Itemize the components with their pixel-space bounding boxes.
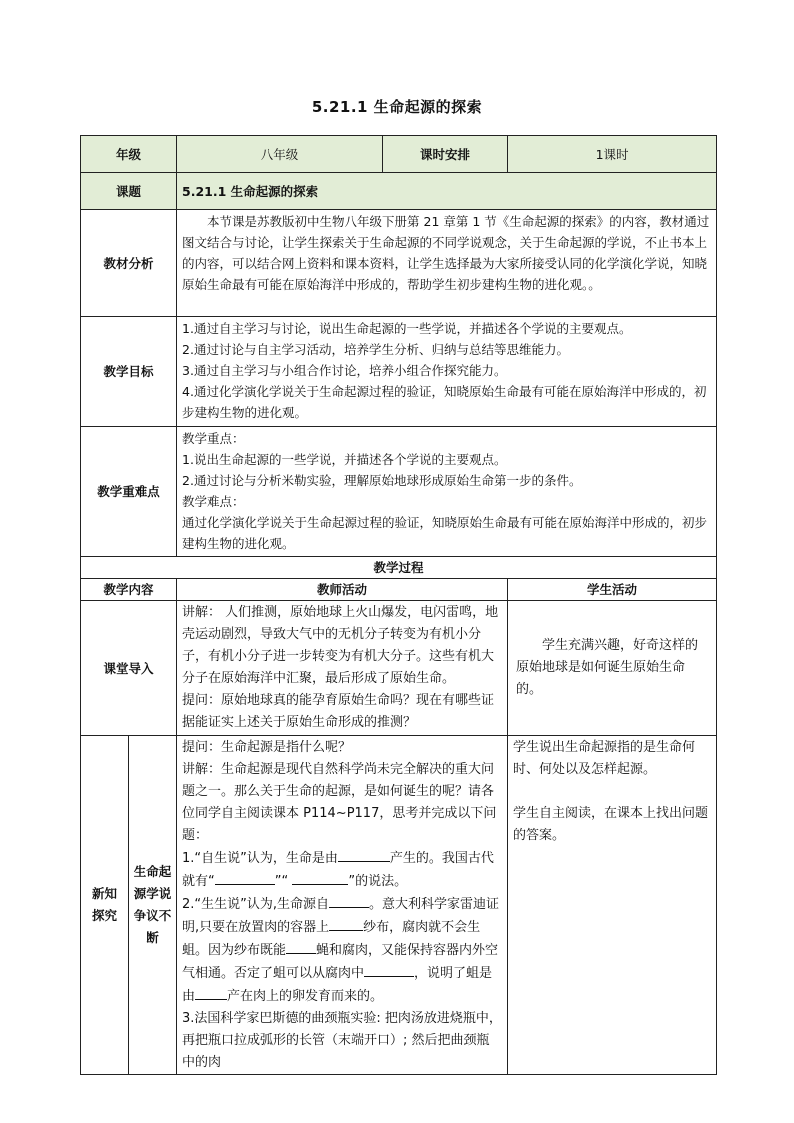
- explore-sub-label: 生命起源学说争议不断: [129, 736, 177, 1075]
- objective-item: 1.通过自主学习与讨论，说出生命起源的一些学说，并描述各个学说的主要观点。: [182, 321, 632, 336]
- explore-question: 提问：生命起源是指什么呢？: [182, 740, 352, 755]
- question-1-text: 产生的。我国古代就有: [182, 851, 494, 889]
- analysis-row: [81, 210, 717, 317]
- difficulty-title: 教学难点：: [182, 494, 245, 509]
- objectives-list: [177, 317, 717, 427]
- key-points-row: [81, 427, 717, 557]
- key-points-label: 教学重难点: [81, 427, 177, 557]
- analysis-text: 本节课是苏教版初中生物八年级下册第 21 章第 1 节《生命起源的探索》的内容，教材通过图文结合与讨论，让学生探索关于生命起源的不同学说观念，关于生命起源的学说，不止书本上的内容，可以结合网上资料和课本资料，让学生选择最为大家所接受认同的化学演化学说，知晓原始生命最有可能在原始海洋中形成的，帮助学生初步建构生物的进化观。。: [177, 210, 717, 317]
- col-teacher-header: 教师活动: [177, 579, 508, 601]
- key-points-content: [177, 427, 717, 557]
- objective-item: 4.通过化学演化学说关于生命起源过程的验证，知晓原始生命最有可能在原始海洋中形成的，初步建构生物的进化观。: [182, 384, 707, 420]
- objectives-row: [81, 317, 717, 427]
- focus-title: 教学重点：: [182, 431, 245, 446]
- answer-blank[interactable]: [364, 962, 414, 977]
- answer-blank[interactable]: [329, 916, 363, 931]
- question-2-text: 产在肉上的卵发育而来的。: [227, 989, 384, 1004]
- intro-teacher-text: 讲解： 人们推测，原始地球上火山爆发，电闪雷鸣，地壳运动剧烈，导致大气中的无机分子转变为有机小分子，有机小分子进一步转变为有机大分子。这些有机大分子在原始海洋中汇聚，最后形成了原始生命。: [182, 605, 499, 686]
- schedule-label: 课时安排: [383, 136, 508, 173]
- objective-item: 3.通过自主学习与小组合作讨论，培养小组合作探究能力。: [182, 363, 507, 378]
- explore-row: [81, 736, 717, 1075]
- process-title-row: [81, 557, 717, 579]
- schedule-value: 1课时: [508, 136, 717, 173]
- focus-item: 1.说出生命起源的一些学说，并描述各个学说的主要观点。: [182, 452, 507, 467]
- intro-student-activity: 学生充满兴趣，好奇这样的原始地球是如何诞生原始生命的。: [508, 601, 717, 736]
- difficulty-text: 通过化学演化学说关于生命起源过程的验证，知晓原始生命最有可能在原始海洋中形成的，初步建构生物的进化观。: [182, 515, 708, 551]
- explore-student-text: 学生说出生命起源指的是生命何时、何处以及怎样起源。: [513, 740, 696, 777]
- answer-blank[interactable]: [286, 939, 316, 954]
- spacer: [513, 781, 711, 803]
- answer-blank[interactable]: [338, 847, 390, 862]
- topic-row: [81, 173, 717, 210]
- header-row: [81, 136, 717, 173]
- question-1-text: ”“: [274, 874, 293, 889]
- explore-student-activity: [508, 736, 717, 1075]
- question-1: [182, 847, 502, 893]
- intro-row: [81, 601, 717, 736]
- question-1-text: ”的说法。: [348, 874, 408, 889]
- topic-value: 5.21.1 生命起源的探索: [177, 173, 717, 210]
- question-1-text: 1.“自生说”认为，生命是由: [182, 851, 338, 866]
- objective-item: 2.通过讨论与自主学习活动，培养学生分析、归纳与总结等思维能力。: [182, 342, 569, 357]
- process-header-row: [81, 579, 717, 601]
- explore-student-text: 学生自主阅读，在课本上找出问题的答案。: [513, 806, 709, 843]
- col-content-header: 教学内容: [81, 579, 177, 601]
- answer-blank[interactable]: [329, 893, 369, 908]
- question-2-text: 蝇和腐肉，又能保持容器内外空气相通。否定了蛆可以从腐肉中: [182, 943, 499, 981]
- intro-teacher-question: 提问：原始地球真的能孕育原始生命吗？现在有哪些证据能证实上述关于原始生命形成的推测？: [182, 693, 495, 730]
- answer-blank[interactable]: [195, 985, 227, 1000]
- intro-label: 课堂导入: [81, 601, 177, 736]
- grade-label: 年级: [81, 136, 177, 173]
- question-2-text: 2.“生生说”认为,生命源自: [182, 897, 330, 912]
- page-title: 5.21.1 生命起源的探索: [311, 98, 483, 116]
- grade-value: 八年级: [177, 136, 383, 173]
- answer-blank[interactable]: [292, 870, 348, 885]
- question-2: [182, 893, 502, 1008]
- explore-label: 新知探究: [81, 736, 129, 1075]
- intro-teacher-activity: [177, 601, 508, 736]
- process-title: 教学过程: [81, 557, 717, 579]
- question-2-text: 纱布，腐肉就不会生蛆。因为纱布既能: [182, 920, 481, 958]
- explore-teacher-activity: [177, 736, 508, 1075]
- topic-label: 课题: [81, 173, 177, 210]
- question-1-text: “: [208, 874, 215, 889]
- explore-explanation: 讲解：生命起源是现代自然科学尚未完全解决的重大问题之一。那么关于生命的起源，是如何诞生的呢？请各位同学自主阅读课本 P114~P117，思考并完成以下问题：: [182, 762, 497, 843]
- answer-blank[interactable]: [215, 870, 275, 885]
- col-student-header: 学生活动: [508, 579, 717, 601]
- analysis-label: 教材分析: [81, 210, 177, 317]
- focus-item: 2.通过讨论与分析米勒实验，理解原始地球形成原始生命第一步的条件。: [182, 473, 582, 488]
- question-2-text: 。意大利科学家雷迪证明,只要在放置肉的容器上: [182, 897, 500, 935]
- question-2-text: ，说明了蛆是由: [182, 966, 493, 1004]
- objectives-label: 教学目标: [81, 317, 177, 427]
- question-3: 3.法国科学家巴斯德的曲颈瓶实验: 把肉汤放进烧瓶中，再把瓶口拉成弧形的长管（末端开口）; 然后把曲颈瓶中的肉: [182, 1011, 502, 1070]
- lesson-plan-table: [80, 135, 717, 1075]
